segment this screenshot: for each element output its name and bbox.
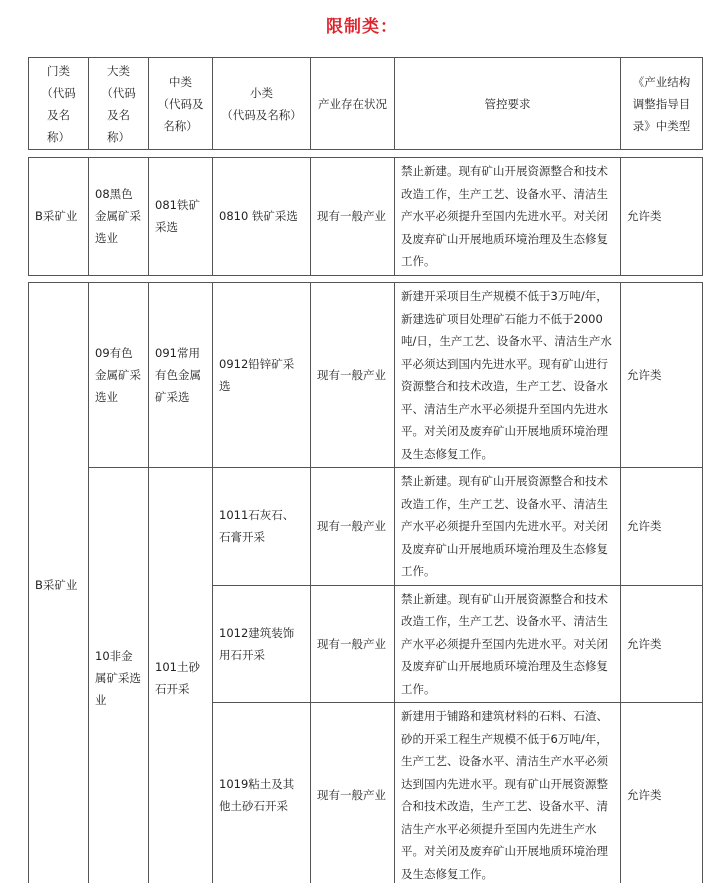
header-da: 大类 （代码 及名 称） <box>89 58 149 150</box>
cell-men: B采矿业 <box>29 158 89 276</box>
header-men: 门类 （代码 及名 称） <box>29 58 89 150</box>
table-row <box>29 468 703 586</box>
cell-status: 现有一般产业 <box>311 585 395 703</box>
table-row <box>29 158 703 276</box>
cell-requirements: 禁止新建。现有矿山开展资源整合和技术改造工作，生产工艺、设备水平、清洁生产水平必须提升至国内先进水平。对关闭及废弃矿山开展地质环境治理及生态修复工作。 <box>395 158 621 276</box>
cell-status: 现有一般产业 <box>311 703 395 883</box>
cell-xiao: 0810 铁矿采选 <box>213 158 311 276</box>
table-block-mining <box>28 282 703 883</box>
cell-status: 现有一般产业 <box>311 468 395 586</box>
cell-requirements: 禁止新建。现有矿山开展资源整合和技术改造工作，生产工艺、设备水平、清洁生产水平必须提升至国内先进水平。对关闭及废弃矿山开展地质环境治理及生态修复工作。 <box>395 468 621 586</box>
cell-requirements: 新建开采项目生产规模不低于3万吨/年，新建选矿项目处理矿石能力不低于2000吨/日，生产工艺、设备水平、清洁生产水平必须达到国内先进水平。现有矿山进行资源整合和技术改造，生产工艺、设备水平、清洁生产水平必须提升至国内先进水平。对关闭及废弃矿山开展地质环境治理及生态修复工作。 <box>395 283 621 468</box>
cell-xiao: 0912铅锌矿采选 <box>213 283 311 468</box>
cell-xiao: 1012建筑装饰用石开采 <box>213 585 311 703</box>
cell-catalog: 允许类 <box>621 283 703 468</box>
header-status: 产业存在状况 <box>311 58 395 150</box>
cell-zhong: 101土砂石开采 <box>149 468 213 883</box>
cell-catalog: 允许类 <box>621 468 703 586</box>
cell-xiao: 1019粘土及其他土砂石开采 <box>213 703 311 883</box>
cell-zhong: 091常用有色金属矿采选 <box>149 283 213 468</box>
cell-da: 10非金属矿采选业 <box>89 468 149 883</box>
cell-requirements: 新建用于铺路和建筑材料的石料、石渣、砂的开采工程生产规模不低于6万吨/年，生产工艺、设备水平、清洁生产水平必须达到国内先进水平。现有矿山开展资源整合和技术改造，生产工艺、设备水平、清洁生产水平必须提升至国内先进生产水平。对关闭及废弃矿山开展地质环境治理及生态修复工作。 <box>395 703 621 883</box>
cell-catalog: 允许类 <box>621 158 703 276</box>
cell-men: B采矿业 <box>29 283 89 883</box>
header-requirements: 管控要求 <box>395 58 621 150</box>
table-row <box>29 283 703 468</box>
page-title: 限制类： <box>326 17 398 37</box>
header-xiao: 小类 （代码及名称） <box>213 58 311 150</box>
cell-status: 现有一般产业 <box>311 158 395 276</box>
cell-catalog: 允许类 <box>621 585 703 703</box>
cell-da: 08黑色金属矿采选业 <box>89 158 149 276</box>
cell-xiao: 1011石灰石、石膏开采 <box>213 468 311 586</box>
header-zhong: 中类 （代码及 名称） <box>149 58 213 150</box>
table-block-iron <box>28 157 703 276</box>
header-catalog-type: 《产业结构 调整指导目 录》中类型 <box>621 58 703 150</box>
cell-requirements: 禁止新建。现有矿山开展资源整合和技术改造工作，生产工艺、设备水平、清洁生产水平必须提升至国内先进水平。对关闭及废弃矿山开展地质环境治理及生态修复工作。 <box>395 585 621 703</box>
cell-da: 09有色金属矿采选业 <box>89 283 149 468</box>
cell-status: 现有一般产业 <box>311 283 395 468</box>
header-table <box>28 57 703 150</box>
cell-catalog: 允许类 <box>621 703 703 883</box>
cell-zhong: 081铁矿采选 <box>149 158 213 276</box>
